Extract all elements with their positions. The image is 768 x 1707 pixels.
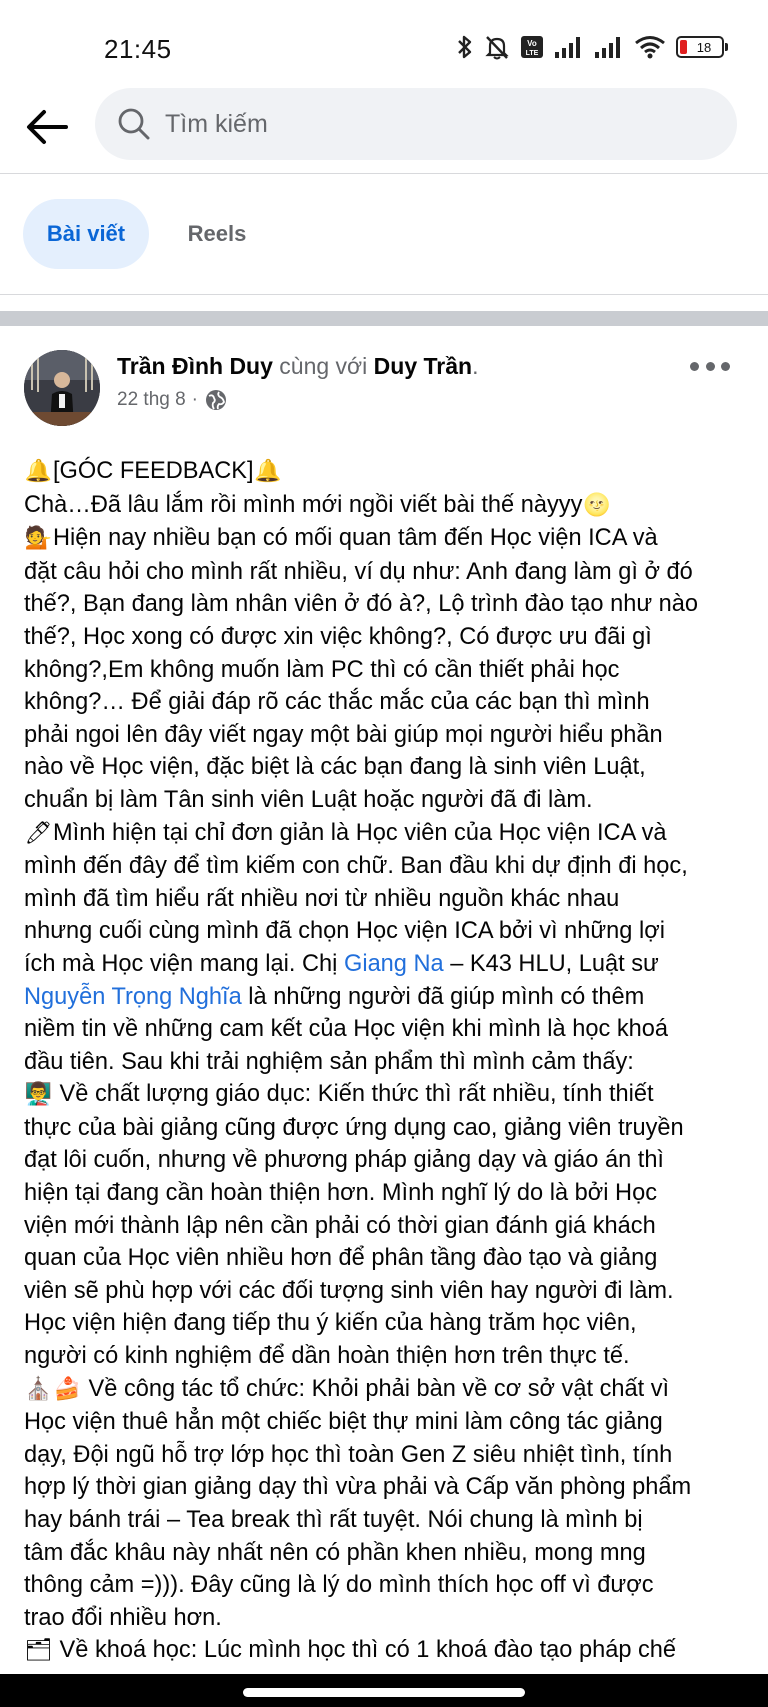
post-line: nhưng cuối cùng mình đã chọn Học viện ICA bởi vì những lợi <box>24 918 665 945</box>
post-date[interactable]: 22 thg 8 <box>117 389 186 410</box>
back-button[interactable] <box>24 104 70 150</box>
post-line: quan của Học viên nhiều hơn để phân tầng đào tạo và giảng <box>24 1245 658 1272</box>
back-arrow-icon <box>26 109 68 145</box>
battery-icon <box>676 36 728 58</box>
post-line: 👨‍🏫 Về chất lượng giáo dục: Kiến thức thì rất nhiều, tính thiết <box>24 1078 754 1112</box>
post-line: hay bánh trái – Tea break thì rất tuyệt. Nói chung là mình bị <box>24 1507 643 1533</box>
status-time: 21:45 <box>104 34 172 64</box>
status-icons <box>456 34 728 60</box>
post-header <box>0 326 768 436</box>
post-line: người có kinh nghiệm để dần hoàn thiện hơn trên thực tế. <box>24 1343 630 1370</box>
mention-link[interactable]: Nguyễn Trọng Nghĩa <box>24 983 242 1010</box>
avatar[interactable] <box>24 350 100 426</box>
globe-icon <box>204 388 228 412</box>
post-line: thực của bài giảng cũng được ứng dụng cao, giảng viên truyền <box>24 1114 684 1141</box>
teacher-icon: 👨‍🏫 <box>24 1082 53 1108</box>
volte-icon <box>520 35 544 59</box>
tagged-suffix: . <box>472 353 479 379</box>
church-icon: ⛪ <box>24 1376 53 1402</box>
post-line: mình đến đây để tìm kiếm con chữ. Ban đầu khi dự định đi học, <box>24 853 688 880</box>
post-line: Học viện thuê hẳn một chiếc biệt thự mini làm công tác giảng <box>24 1409 663 1436</box>
tab-reels[interactable]: Reels <box>187 221 247 246</box>
search-input[interactable] <box>165 110 685 139</box>
bluetooth-icon <box>456 34 474 60</box>
with-text: cùng với <box>279 353 368 379</box>
more-dot <box>706 362 715 371</box>
post-author-line <box>117 353 478 380</box>
post-line: đầu tiên. Sau khi trải nghiệm sản phẩm thì mình cảm thấy: <box>24 1048 634 1075</box>
post-meta <box>117 388 228 412</box>
post-line: Học viện hiện đang tiếp thu ý kiến của hàng trăm học viên, <box>24 1310 637 1337</box>
post-line: trao đổi nhiều hơn. <box>24 1604 222 1631</box>
post-line: tâm đắc khâu này nhất nên có phần khen nhiều, mong mng <box>24 1539 646 1566</box>
tab-bar <box>0 175 768 295</box>
author-name[interactable]: Trần Đình Duy <box>117 353 273 379</box>
post-line: hiện tại đang cần hoàn thiện hơn. Mình nghĩ lý do là bởi Học <box>24 1180 657 1207</box>
wifi-icon <box>634 35 666 59</box>
post-line: không?,Em không muốn làm PC thì có cần thiết phải học <box>24 656 620 683</box>
home-indicator[interactable] <box>243 1688 525 1697</box>
search-row <box>0 88 768 174</box>
mention-link[interactable]: Giang Na <box>343 950 444 977</box>
meta-separator: · <box>191 389 198 410</box>
post-body <box>24 455 754 1675</box>
post-line: thông cảm =))). Đây cũng là lý do mình thích học off vì được <box>24 1572 654 1599</box>
post-line: đạt lôi cuốn, nhưng về phương pháp giảng dạy và giáo án thì <box>24 1147 664 1174</box>
mute-icon <box>484 34 510 60</box>
post-line: ích mà Học viện mang lại. Chị Giang Na – K43 HLU, Luật sư <box>24 950 659 977</box>
bell-icon: 🔔 <box>254 459 282 484</box>
person-tipping-hand-icon: 💁 <box>24 526 53 552</box>
post-line: đặt câu hỏi cho mình rất nhiều, ví dụ như: Anh đang làm gì ở đó <box>24 558 693 585</box>
post-line: viện mới thành lập nên cần phải có thời gian đánh giá khách <box>24 1212 656 1239</box>
tagged-name[interactable]: Duy Trần <box>373 353 473 379</box>
post-line: không?… Để giải đáp rõ các thắc mắc của các bạn thì mình <box>24 689 650 716</box>
search-box[interactable] <box>95 88 737 160</box>
cake-icon: 🍰 <box>53 1376 82 1402</box>
post-line: 🔔[GÓC FEEDBACK]🔔 <box>24 455 754 489</box>
search-icon <box>117 107 151 141</box>
bell-icon: 🔔 <box>24 459 53 484</box>
post-line: viên sẽ phù hợp với các đối tượng sinh viên hay người đi làm. <box>24 1277 674 1304</box>
post-line: hợp lý thời gian giảng dạy thì vừa phải và Cấp văn phòng phẩm <box>24 1474 692 1501</box>
post-line: 🗂 Về khoá học: Lúc mình học thì có 1 khoá đào tạo pháp chế <box>24 1634 754 1668</box>
post-line: thế?, Bạn đang làm nhân viên ở đó à?, Lộ trình đào tạo như nào <box>24 591 699 618</box>
avatar-image <box>24 350 100 426</box>
post-line: ⛪🍰 Về công tác tổ chức: Khỏi phải bàn về cơ sở vật chất vì <box>24 1373 754 1407</box>
more-dot <box>690 362 699 371</box>
status-bar <box>0 0 768 90</box>
moon-face-icon: 🌝 <box>583 492 611 518</box>
battery-level <box>680 40 687 54</box>
signal-icon <box>554 35 584 59</box>
post-line: 🖊Mình hiện tại chỉ đơn giản là Học viên của Học viện ICA và <box>24 817 754 851</box>
post-line: nào về Học viện, đặc biệt là các bạn đang là sinh viên Luật, <box>24 754 646 781</box>
section-divider <box>0 311 768 326</box>
post-line: thế?, Học xong có được xin việc không?, Có được ưu đãi gì <box>24 623 652 650</box>
post-line: Chà…Đã lâu lắm rồi mình mới ngồi viết bài thế nàyyy🌝 <box>24 489 754 523</box>
tab-posts[interactable]: Bài viết <box>23 199 149 269</box>
svg-text:LTE: LTE <box>525 50 539 57</box>
post-line: Nguyễn Trọng Nghĩa là những người đã giúp mình có thêm <box>24 983 645 1010</box>
post-line: phải ngoi lên đây viết ngay một bài giúp mọi người hiểu phần <box>24 721 663 748</box>
signal-icon <box>594 35 624 59</box>
pen-icon: 🖊 <box>24 820 53 846</box>
post-line: 💁Hiện nay nhiều bạn có mối quan tâm đến Học viện ICA và <box>24 522 754 556</box>
post-line: dạy, Đội ngũ hỗ trợ lớp học thì toàn Gen Z siêu nhiệt tình, tính <box>24 1441 673 1468</box>
battery-percent: 18 <box>696 39 712 55</box>
post-line: chuẩn bị làm Tân sinh viên Luật hoặc người đã đi làm. <box>24 786 593 813</box>
svg-text:Vo: Vo <box>527 39 537 48</box>
folder-icon: 🗂 <box>24 1638 53 1664</box>
more-options-button[interactable] <box>690 356 730 376</box>
post-line: mình đã tìm hiểu rất nhiều nơi từ nhiều nguồn khác nhau <box>24 885 620 912</box>
post-line: niềm tin về những cam kết của Học viện khi mình là học khoá <box>24 1016 668 1043</box>
more-dot <box>721 362 730 371</box>
